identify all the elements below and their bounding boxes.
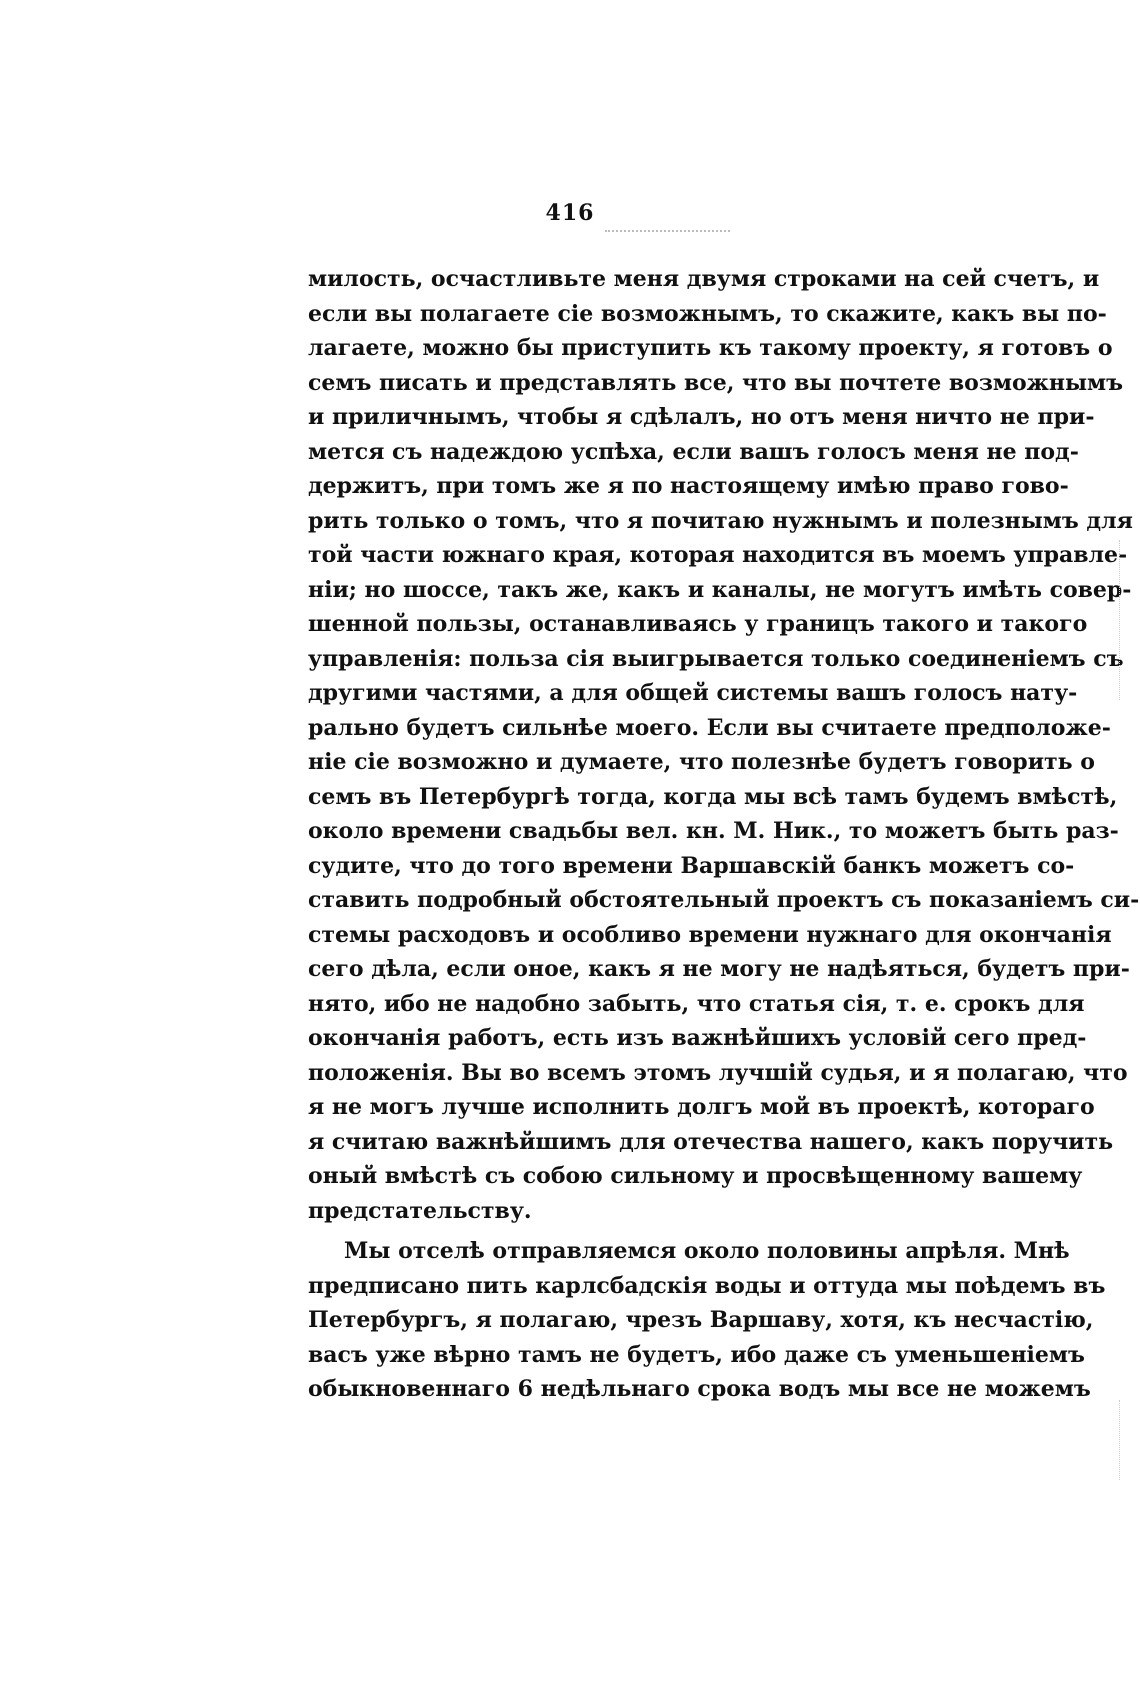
text-line: лагаете, можно бы приступить къ такому проекту, я готовъ о: [308, 335, 1113, 361]
text-line: окончанія работъ, есть изъ важнѣйшихъ условій сего пред-: [308, 1025, 1087, 1051]
page-number-rule: [605, 230, 730, 232]
text-line: предстательству.: [308, 1197, 532, 1224]
text-line: рить только о томъ, что я почитаю нужнымъ и полезнымъ для: [308, 507, 1133, 534]
text-line: ніе сіе возможно и думаете, что полезнѣе будетъ говорить о: [308, 749, 1095, 775]
text-column: [308, 262, 1140, 1407]
text-line: управленія: польза сія выигрывается только соединеніемъ съ: [308, 645, 1124, 672]
text-line: милость, осчастливьте меня двумя строками на сей счетъ, и: [308, 266, 1100, 292]
text-line: держитъ, при томъ же я по настоящему имѣю право гово-: [308, 473, 1069, 499]
text-line: сего дѣла, если оное, какъ я не могу не надѣяться, будетъ при-: [308, 956, 1130, 982]
text-line: васъ уже вѣрно тамъ не будетъ, ибо даже съ уменьшеніемъ: [308, 1341, 1085, 1368]
text-line: предписано пить карлсбадскія воды и оттуда мы поѣдемъ въ: [308, 1272, 1106, 1299]
text-line: семъ въ Петербургѣ тогда, когда мы всѣ тамъ будемъ вмѣстѣ,: [308, 783, 1118, 810]
text-line: обыкновеннаго 6 недѣльнаго срока водъ мы все не можемъ: [308, 1376, 1091, 1402]
paragraph: [308, 1234, 1106, 1407]
text-line: стемы расходовъ и особливо времени нужнаго для окончанія: [308, 921, 1112, 948]
text-line: другими частями, а для общей системы вашъ голосъ нату-: [308, 680, 1078, 706]
text-line: судите, что до того времени Варшавскій банкъ можетъ со-: [308, 852, 1075, 879]
margin-scan-mark: [1119, 1400, 1120, 1480]
text-line: положенія. Вы во всемъ этомъ лучшій судья, и я полагаю, что: [308, 1059, 1128, 1086]
text-line: нято, ибо не надобно забыть, что статья сія, т. е. срокъ для: [308, 990, 1085, 1017]
text-line: мется съ надеждою успѣха, если вашъ голосъ меня не под-: [308, 438, 1079, 465]
margin-scan-mark: [1119, 540, 1120, 700]
text-line: ніи; но шоссе, такъ же, какъ и каналы, не могутъ имѣть совер-: [308, 576, 1132, 603]
text-line: шенной пользы, останавливаясь у границъ такого и такого: [308, 611, 1088, 637]
text-line: я считаю важнѣйшимъ для отечества нашего, какъ поручить: [308, 1128, 1114, 1155]
text-line: ставить подробный обстоятельный проектъ съ показаніемъ си-: [308, 887, 1140, 913]
text-line: той части южнаго края, которая находится въ моемъ управле-: [308, 542, 1128, 568]
page-number: 416: [545, 200, 595, 226]
text-line: семъ писать и представлять все, что вы почтете возможнымъ: [308, 369, 1124, 396]
text-line: и приличнымъ, чтобы я сдѣлалъ, но отъ меня ничто не при-: [308, 404, 1095, 430]
text-line: около времени свадьбы вел. кн. М. Ник., то можетъ быть раз-: [308, 818, 1119, 844]
text-line: Мы отселѣ отправляемся около половины апрѣля. Мнѣ: [344, 1238, 1070, 1264]
text-line: оный вмѣстѣ съ собою сильному и просвѣщенному вашему: [308, 1163, 1083, 1189]
text-line: если вы полагаете сіе возможнымъ, то скажите, какъ вы по-: [308, 300, 1107, 327]
text-line: рально будетъ сильнѣе моего. Если вы считаете предположе-: [308, 714, 1111, 741]
text-line: Петербургъ, я полагаю, чрезъ Варшаву, хотя, къ несчастію,: [308, 1307, 1094, 1333]
text-line: я не могъ лучше исполнить долгъ мой въ проектѣ, котораго: [308, 1094, 1095, 1120]
paragraph: [308, 262, 1140, 1228]
